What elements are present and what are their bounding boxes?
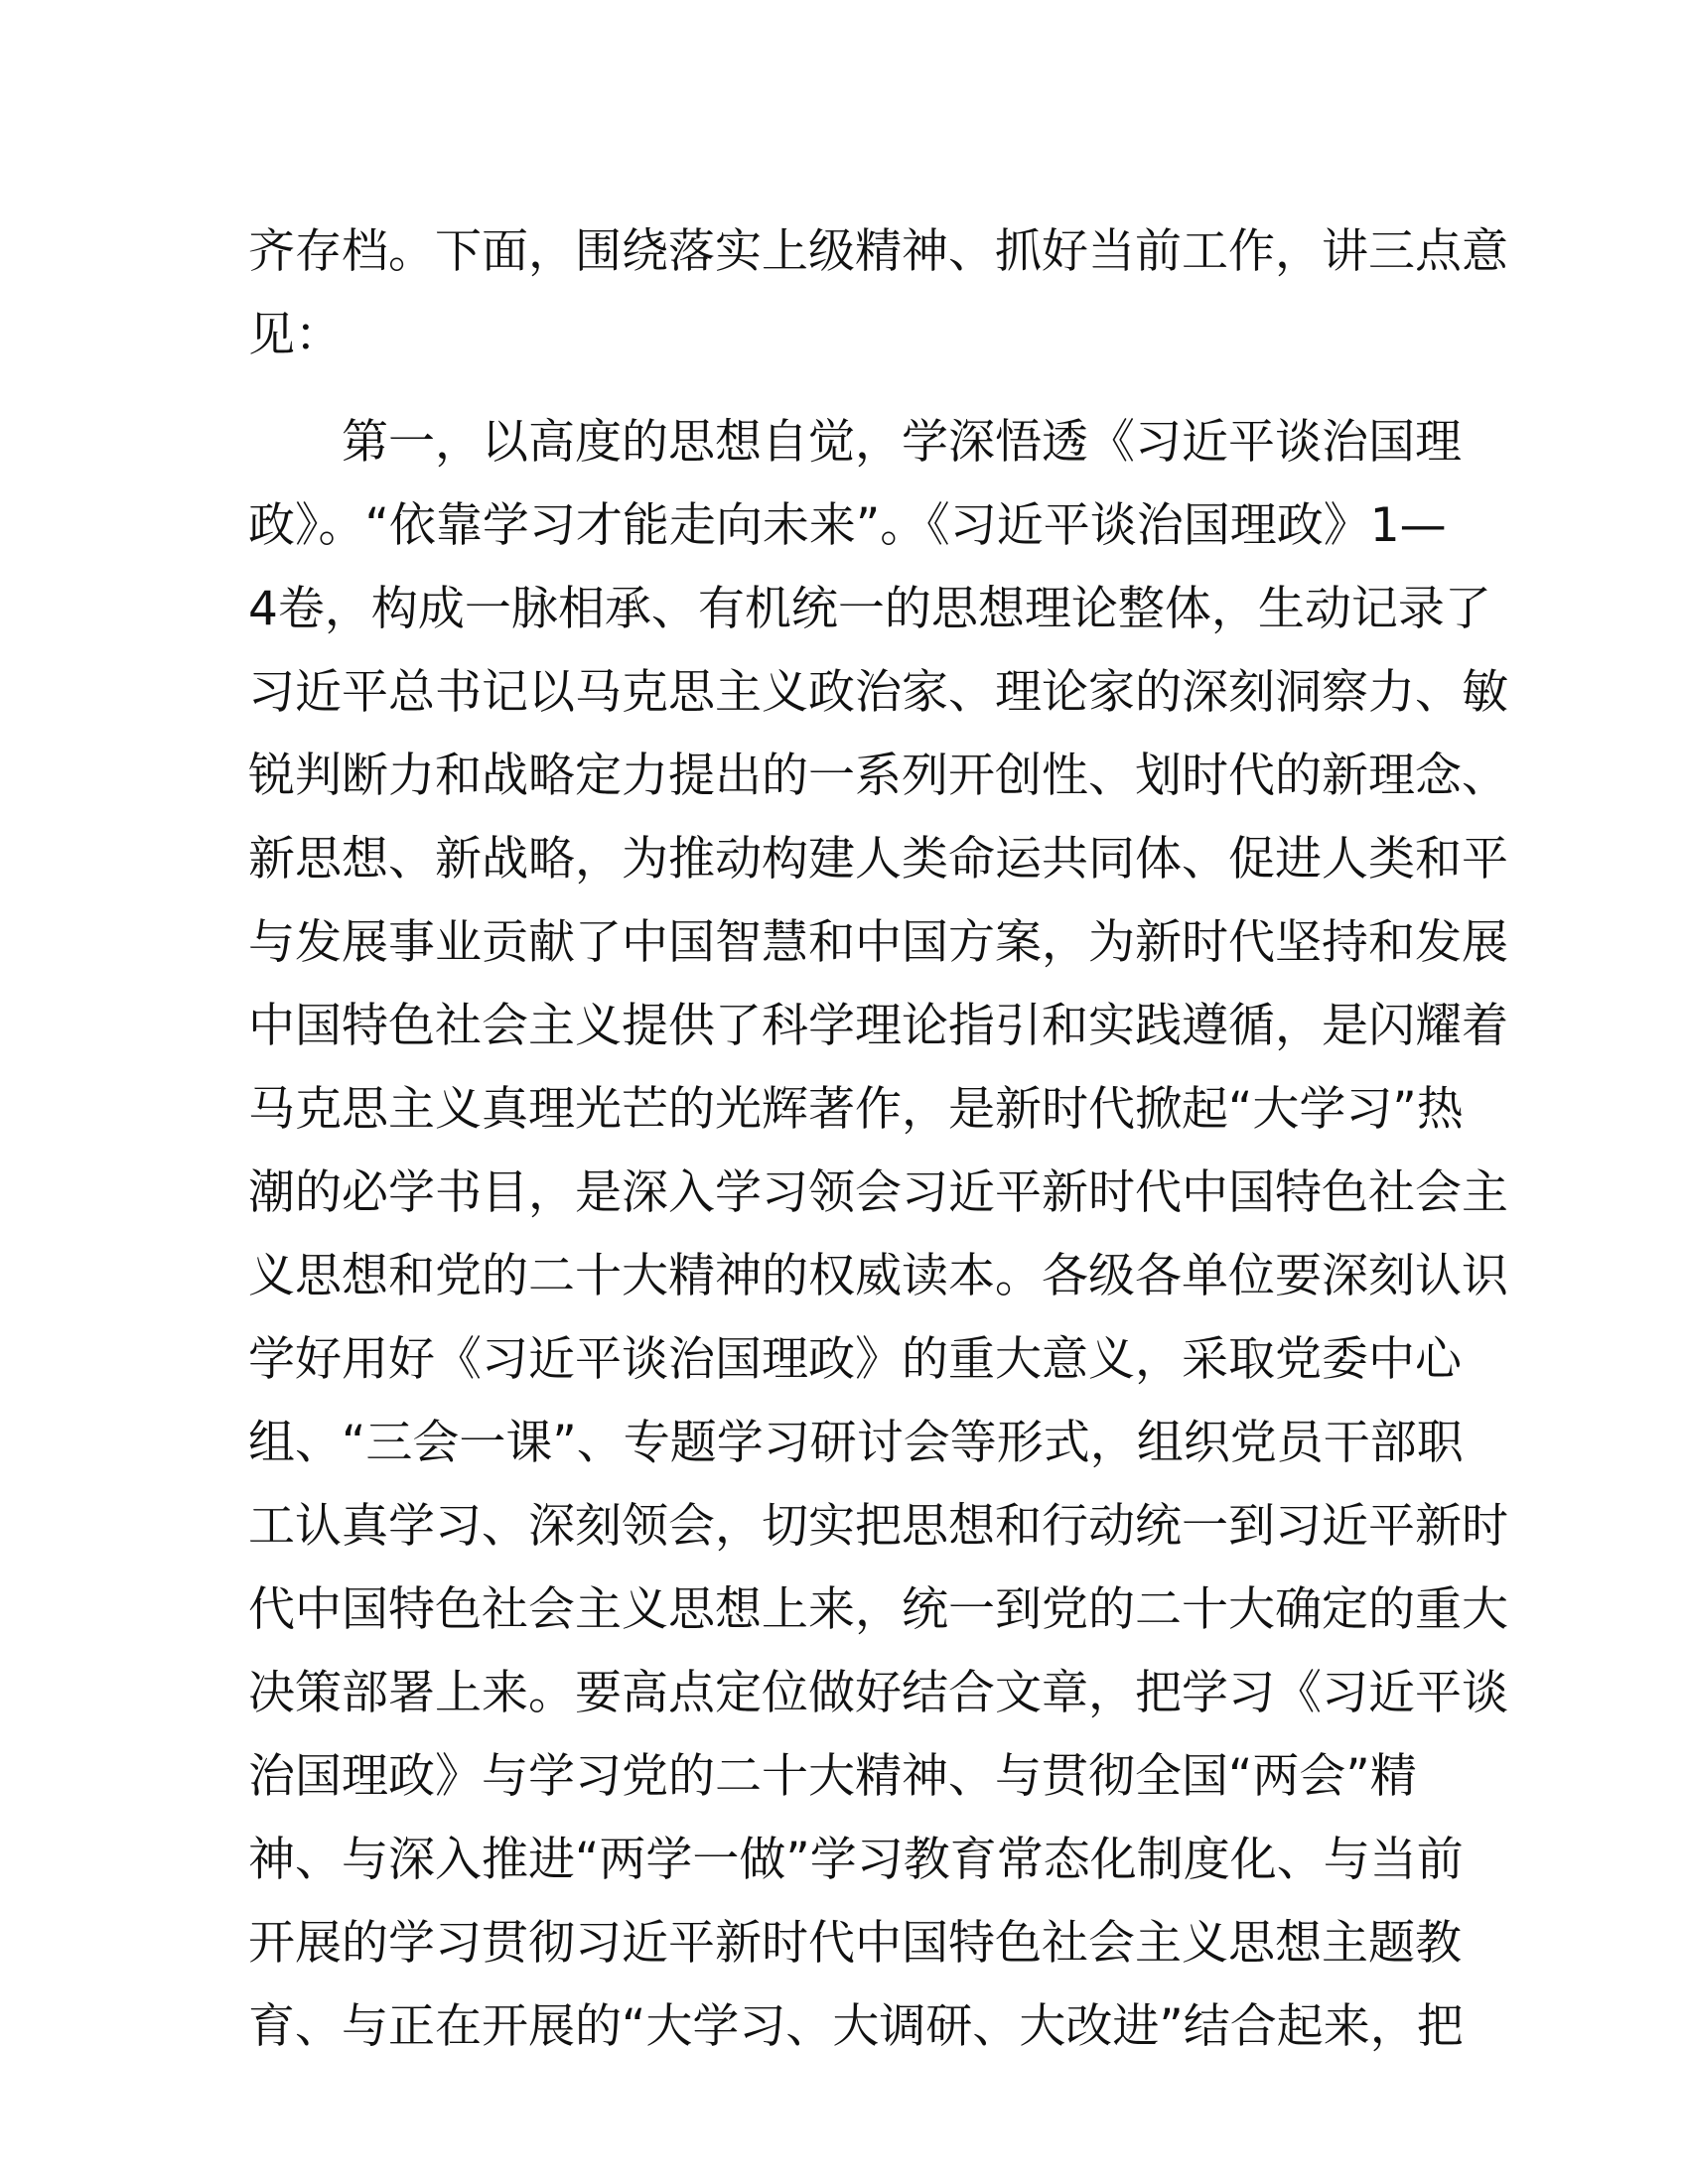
text-line: 义思想和党的二十大精神的权威读本。各级各单位要深刻认识 xyxy=(248,1249,1508,1303)
text-line: 齐存档。下面，围绕落实上级精神、抓好当前工作，讲三点意 xyxy=(248,224,1508,279)
text-line: 工认真学习、深刻领会，切实把思想和行动统一到习近平新时 xyxy=(248,1499,1508,1554)
text-line: 马克思主义真理光芒的光辉著作，是新时代掀起“大学习”热 xyxy=(248,1082,1464,1137)
text-line: 中国特色社会主义提供了科学理论指引和实践遵循，是闪耀着 xyxy=(248,999,1508,1053)
text-line: 与发展事业贡献了中国智慧和中国方案，为新时代坚持和发展 xyxy=(248,915,1508,970)
paragraph-2 xyxy=(248,401,1508,2069)
text-line: 潮的必学书目，是深入学习领会习近平新时代中国特色社会主 xyxy=(248,1165,1508,1220)
text-line: 锐判断力和战略定力提出的一系列开创性、划时代的新理念、 xyxy=(248,749,1508,803)
text-line: 开展的学习贯彻习近平新时代中国特色社会主义思想主题教 xyxy=(248,1916,1462,1971)
text-line: 组、“三会一课”、专题学习研讨会等形式，组织党员干部职 xyxy=(248,1416,1464,1470)
text-line: 治国理政》与学习党的二十大精神、与贯彻全国“两会”精 xyxy=(248,1749,1417,1804)
text-line: 学好用好《习近平谈治国理政》的重大意义，采取党委中心 xyxy=(248,1332,1462,1387)
text-line: 神、与深入推进“两学一做”学习教育常态化制度化、与当前 xyxy=(248,1833,1464,1887)
body-text xyxy=(248,210,1508,2069)
paragraph-1 xyxy=(248,210,1508,377)
text-line: 育、与正在开展的“大学习、大调研、大改进”结合起来，把 xyxy=(248,1999,1464,2054)
text-line: 习近平总书记以马克思主义政治家、理论家的深刻洞察力、敏 xyxy=(248,665,1508,720)
paragraph-gap xyxy=(248,377,1440,401)
text-line: 政》。“依靠学习才能走向未来”。《习近平谈治国理政》1— xyxy=(248,498,1447,553)
text-line: 见： xyxy=(248,308,342,362)
text-line: 4卷，构成一脉相承、有机统一的思想理论整体，生动记录了 xyxy=(248,582,1491,636)
text-line: 第一，以高度的思想自觉，学深悟透《习近平谈治国理 xyxy=(248,415,1462,470)
text-line: 新思想、新战略，为推动构建人类命运共同体、促进人类和平 xyxy=(248,832,1508,887)
text-line: 代中国特色社会主义思想上来，统一到党的二十大确定的重大 xyxy=(248,1582,1508,1637)
text-line: 决策部署上来。要高点定位做好结合文章，把学习《习近平谈 xyxy=(248,1666,1508,1720)
